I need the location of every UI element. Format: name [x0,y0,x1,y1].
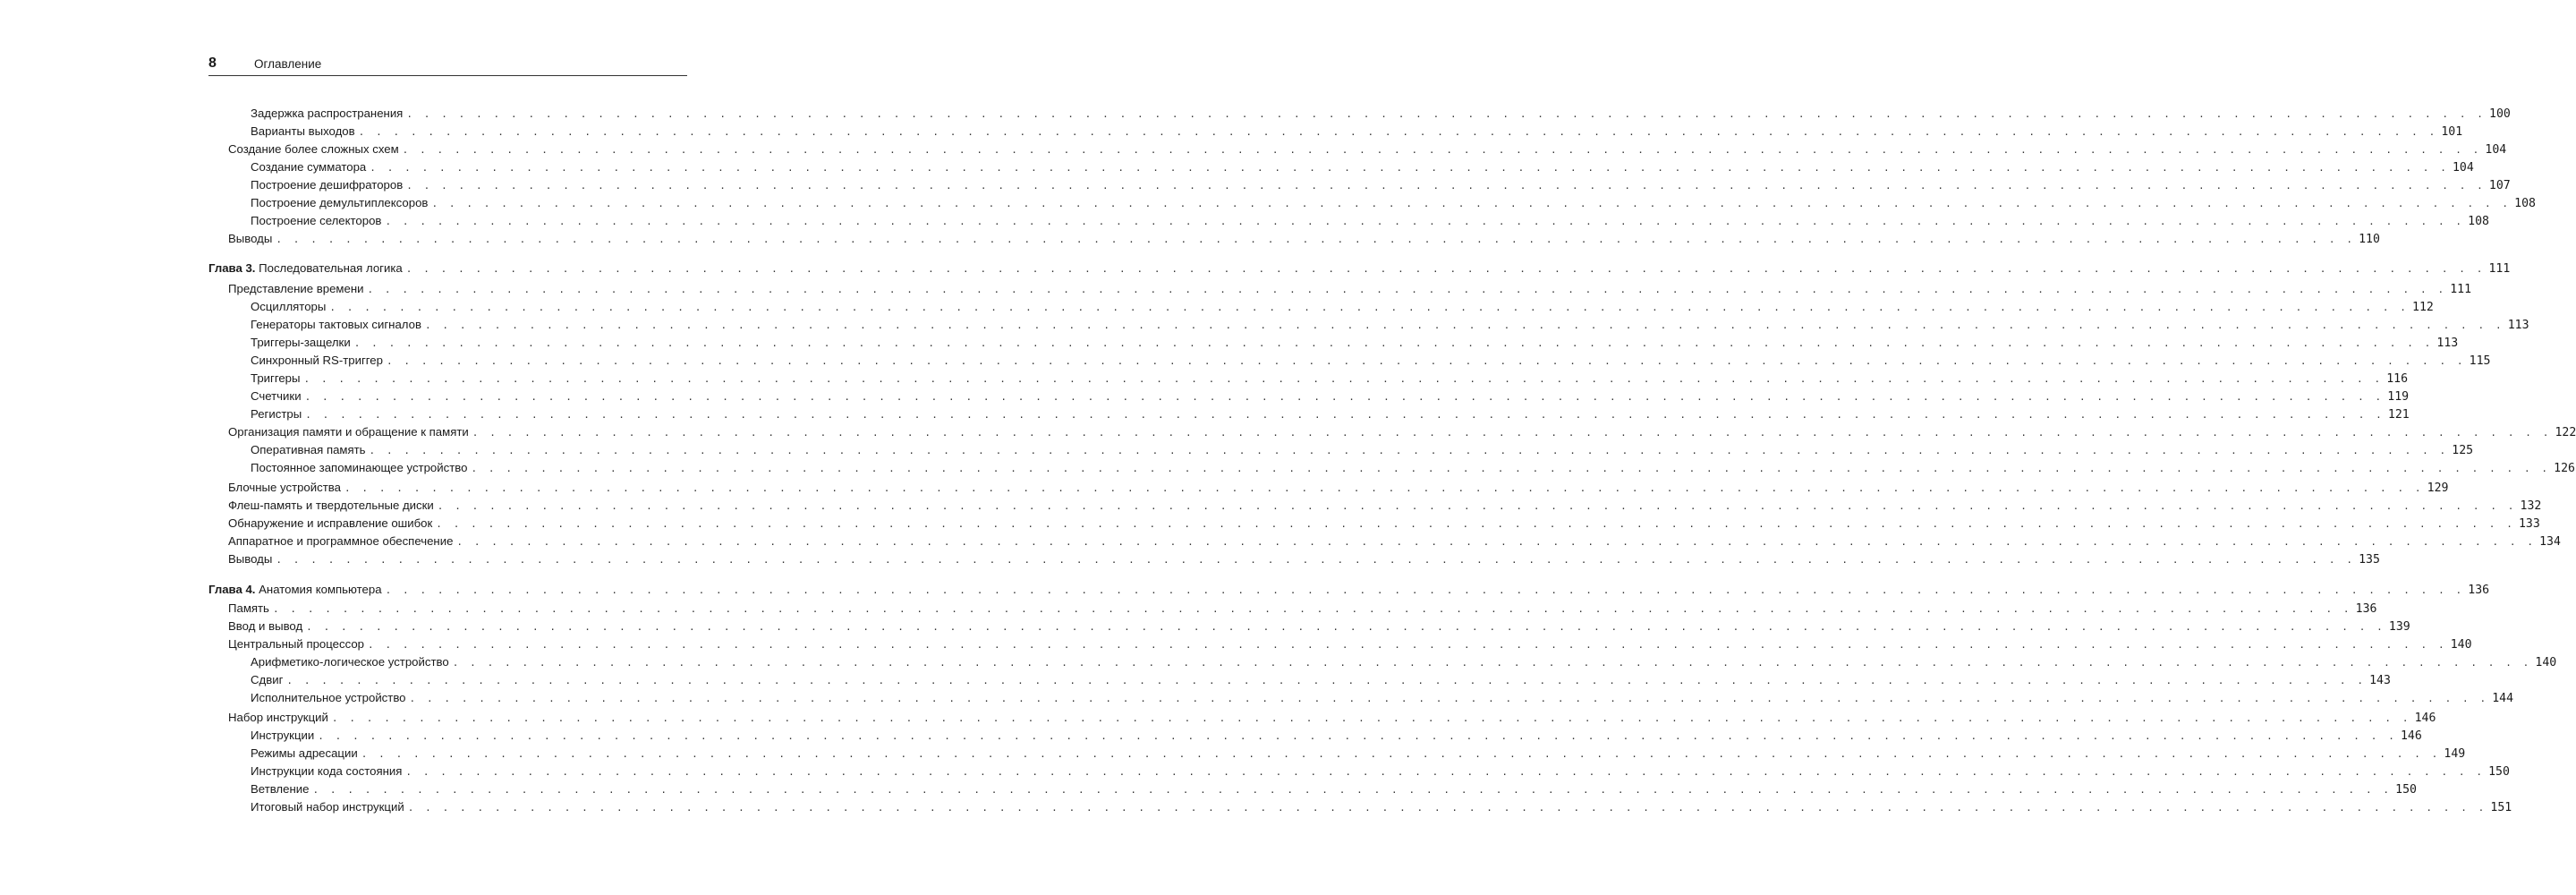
toc-entry-title [251,370,304,388]
toc-page-number: 110 [2359,233,2380,246]
toc-page-number: 132 [2520,499,2542,513]
page-number: 8 [208,55,217,71]
dot-leader: . . . . . . . . . . . . . . . . . . . . . . . . . . . . . . . . . . . . . . . . . . . . . . . . . . . . . . . . . . . . . . . . . . . . . . . . . . . . . . . . . . . . . . . . . . . . . . . . . . . . . . . . . . . . . . . . . . . . . . . . [431,198,2512,209]
dot-leader: . . . . . . . . . . . . . . . . . . . . . . . . . . . . . . . . . . . . . . . . . . . . . . . . . . . . . . . . . . . . . . . . . . . . . . . . . . . . . . . . . . . . . . . . . . . . . . . . . . . . . . . . . . . . . . . . . . . . . . . . [303,373,2384,385]
dot-leader: . . . . . . . . . . . . . . . . . . . . . . . . . . . . . . . . . . . . . . . . . . . . . . . . . . . . . . . . . . . . . . . . . . . . . . . . . . . . . . . . . . . . . . . . . . . . . . . . . . . . . . . . . . . . . . . . . . . . . . . . [276,554,2356,566]
toc-page-number: 121 [2387,408,2410,422]
toc-entry-text: Память [228,601,269,615]
toc-page-number: 104 [2485,143,2507,157]
toc-page-number: 151 [2490,801,2512,814]
dot-leader: . . . . . . . . . . . . . . . . . . . . . . . . . . . . . . . . . . . . . . . . . . . . . . . . . . . . . . . . . . . . . . . . . . . . . . . . . . . . . . . . . . . . . . . . . . . . . . . . . . . . . . . . . . . . . . . . . . . . . . . . [402,144,2482,156]
toc-page-number: 149 [2444,747,2466,761]
toc-entry-title [251,671,286,689]
toc-entry-title [228,497,438,515]
toc-entry [208,763,2510,780]
toc-entry-title [251,798,408,816]
dot-leader: . . . . . . . . . . . . . . . . . . . . . . . . . . . . . . . . . . . . . . . . . . . . . . . . . . . . . . . . . . . . . . . . . . . . . . . . . . . . . . . . . . . . . . . . . . . . . . . . . . . . . . . . . . . . . . . . . . . . . . . . [305,409,2385,421]
dot-leader: . . . . . . . . . . . . . . . . . . . . . . . . . . . . . . . . . . . . . . . . . . . . . . . . . . . . . . . . . . . . . . . . . . . . . . . . . . . . . . . . . . . . . . . . . . . . . . . . . . . . . . . . . . . . . . . . . . . . . . . . [370,162,2449,174]
toc-entry-title [251,405,305,423]
toc-chapter-entry [208,260,2511,277]
dot-leader: . . . . . . . . . . . . . . . . . . . . . . . . . . . . . . . . . . . . . . . . . . . . . . . . . . . . . . . . . . . . . . . . . . . . . . . . . . . . . . . . . . . . . . . . . . . . . . . . . . . . . . . . . . . . . . . . . . . . . . . . [405,263,2486,275]
toc-entry-title [251,176,406,194]
toc-entry [208,635,2472,653]
toc-entry [208,515,2540,533]
toc-page-number: 150 [2488,765,2510,779]
toc-entry [208,653,2557,671]
dot-leader: . . . . . . . . . . . . . . . . . . . . . . . . . . . . . . . . . . . . . . . . . . . . . . . . . . . . . . . . . . . . . . . . . . . . . . . . . . . . . . . . . . . . . . . . . . . . . . . . . . . . . . . . . . . . . . . . . . . . . . . . [437,500,2517,512]
chapter-label: Глава 3. [208,261,256,275]
toc-entry-text: Триггеры [251,371,301,385]
dot-leader: . . . . . . . . . . . . . . . . . . . . . . . . . . . . . . . . . . . . . . . . . . . . . . . . . . . . . . . . . . . . . . . . . . . . . . . . . . . . . . . . . . . . . . . . . . . . . . . . . . . . . . . . . . . . . . . . . . . . . . . . [312,784,2393,796]
toc-entry [208,176,2511,194]
toc-page-number: 111 [2450,283,2472,296]
toc-entry-text: Осцилляторы [251,300,327,313]
toc-entry [208,352,2491,370]
dot-leader: . . . . . . . . . . . . . . . . . . . . . . . . . . . . . . . . . . . . . . . . . . . . . . . . . . . . . . . . . . . . . . . . . . . . . . . . . . . . . . . . . . . . . . . . . . . . . . . . . . . . . . . . . . . . . . . . . . . . . . . . [409,693,2489,704]
toc-entry [208,600,2377,618]
toc-page-number: 146 [2414,712,2436,725]
toc-entry [208,618,2410,635]
toc-entry [208,405,2410,423]
toc-entry [208,230,2380,248]
toc-entry [208,298,2434,316]
toc-entry-text: Генераторы тактовых сигналов [251,318,421,331]
dot-leader: . . . . . . . . . . . . . . . . . . . . . . . . . . . . . . . . . . . . . . . . . . . . . . . . . . . . . . . . . . . . . . . . . . . . . . . . . . . . . . . . . . . . . . . . . . . . . . . . . . . . . . . . . . . . . . . . . . . . . . . . [385,216,2465,227]
toc-entry-title [228,709,332,727]
toc-entry-title [228,600,273,618]
dot-leader: . . . . . . . . . . . . . . . . . . . . . . . . . . . . . . . . . . . . . . . . . . . . . . . . . . . . . . . . . . . . . . . . . . . . . . . . . . . . . . . . . . . . . . . . . . . . . . . . . . . . . . . . . . . . . . . . . . . . . . . . [358,126,2438,138]
toc-entry-title [228,423,472,441]
toc-page-number: 108 [2514,197,2536,210]
toc-entry-title [228,550,276,568]
toc-entry-title [251,316,425,334]
toc-entry [208,388,2410,405]
toc-entry [208,689,2514,707]
toc-entry-text: Последовательная логика [259,261,403,275]
dot-leader: . . . . . . . . . . . . . . . . . . . . . . . . . . . . . . . . . . . . . . . . . . . . . . . . . . . . . . . . . . . . . . . . . . . . . . . . . . . . . . . . . . . . . . . . . . . . . . . . . . . . . . . . . . . . . . . . . . . . . . . . [472,427,2552,439]
toc-page-number: 112 [2412,301,2434,314]
toc-entry-text: Инструкции [251,729,315,742]
toc-page-number: 139 [2388,620,2410,634]
toc-entry-title [251,334,354,352]
toc-entry [208,158,2474,176]
dot-leader: . . . . . . . . . . . . . . . . . . . . . . . . . . . . . . . . . . . . . . . . . . . . . . . . . . . . . . . . . . . . . . . . . . . . . . . . . . . . . . . . . . . . . . . . . . . . . . . . . . . . . . . . . . . . . . . . . . . . . . . . [272,603,2352,615]
toc-entry-text: Триггеры-защелки [251,336,351,349]
dot-leader: . . . . . . . . . . . . . . . . . . . . . . . . . . . . . . . . . . . . . . . . . . . . . . . . . . . . . . . . . . . . . . . . . . . . . . . . . . . . . . . . . . . . . . . . . . . . . . . . . . . . . . . . . . . . . . . . . . . . . . . . [406,180,2486,192]
toc-entry-title [251,653,453,671]
toc-entry [208,423,2576,441]
dot-leader: . . . . . . . . . . . . . . . . . . . . . . . . . . . . . . . . . . . . . . . . . . . . . . . . . . . . . . . . . . . . . . . . . . . . . . . . . . . . . . . . . . . . . . . . . . . . . . . . . . . . . . . . . . . . . . . . . . . . . . . . [286,675,2367,686]
toc-entry-text: Флеш-память и твердотельные диски [228,499,434,512]
toc-page-number: 144 [2492,692,2514,705]
dot-leader: . . . . . . . . . . . . . . . . . . . . . . . . . . . . . . . . . . . . . . . . . . . . . . . . . . . . . . . . . . . . . . . . . . . . . . . . . . . . . . . . . . . . . . . . . . . . . . . . . . . . . . . . . . . . . . . . . . . . . . . . [369,445,2449,456]
toc-entry-title [251,780,312,798]
toc-entry-text: Постоянное запоминающее устройство [251,461,468,474]
table-of-contents [208,0,2576,895]
dot-leader: . . . . . . . . . . . . . . . . . . . . . . . . . . . . . . . . . . . . . . . . . . . . . . . . . . . . . . . . . . . . . . . . . . . . . . . . . . . . . . . . . . . . . . . . . . . . . . . . . . . . . . . . . . . . . . . . . . . . . . . . [385,584,2465,596]
toc-entry-title [251,727,318,745]
toc-entry [208,709,2436,727]
toc-page-number: 113 [2507,319,2529,332]
toc-entry [208,459,2575,477]
toc-entry-text: Выводы [228,232,273,245]
toc-entry-title [251,388,305,405]
toc-entry-text: Задержка распространения [251,107,404,120]
toc-entry-title [251,763,405,780]
toc-entry [208,212,2489,230]
toc-entry-text: Сдвиг [251,673,284,686]
toc-entry-text: Создание более сложных схем [228,142,399,156]
toc-entry [208,479,2449,497]
toc-page-number: 135 [2359,553,2380,567]
toc-page-number: 136 [2468,584,2490,597]
toc-entry-text: Исполнительное устройство [251,691,406,704]
toc-entry-text: Построение демультиплексоров [251,196,429,209]
toc-page-number: 115 [2469,354,2491,368]
toc-entry-text: Создание сумматора [251,160,367,174]
chapter-label: Глава 4. [208,583,256,596]
toc-entry-text: Построение дешифраторов [251,178,404,192]
dot-leader: . . . . . . . . . . . . . . . . . . . . . . . . . . . . . . . . . . . . . . . . . . . . . . . . . . . . . . . . . . . . . . . . . . . . . . . . . . . . . . . . . . . . . . . . . . . . . . . . . . . . . . . . . . . . . . . . . . . . . . . . [353,337,2434,349]
toc-page-number: 140 [2535,656,2557,669]
running-header-title: Оглавление [254,57,322,71]
toc-entry [208,727,2422,745]
toc-entry-text: Выводы [228,552,273,566]
dot-leader: . . . . . . . . . . . . . . . . . . . . . . . . . . . . . . . . . . . . . . . . . . . . . . . . . . . . . . . . . . . . . . . . . . . . . . . . . . . . . . . . . . . . . . . . . . . . . . . . . . . . . . . . . . . . . . . . . . . . . . . . [344,482,2424,494]
toc-page-number: 125 [2452,444,2474,457]
toc-entry [208,105,2511,123]
toc-page-number: 122 [2555,426,2576,439]
dot-leader: . . . . . . . . . . . . . . . . . . . . . . . . . . . . . . . . . . . . . . . . . . . . . . . . . . . . . . . . . . . . . . . . . . . . . . . . . . . . . . . . . . . . . . . . . . . . . . . . . . . . . . . . . . . . . . . . . . . . . . . . [361,748,2441,760]
toc-entry-title [228,280,367,298]
toc-entry-text: Счетчики [251,389,302,403]
toc-entry [208,798,2512,816]
toc-page-number: 111 [2488,262,2511,276]
toc-entry-text: Оперативная память [251,443,366,456]
toc-entry-text: Арифметико-логическое устройство [251,655,449,669]
toc-entry-title [251,745,361,763]
toc-entry [208,316,2529,334]
toc-entry-text: Блочные устройства [228,481,341,494]
dot-leader: . . . . . . . . . . . . . . . . . . . . . . . . . . . . . . . . . . . . . . . . . . . . . . . . . . . . . . . . . . . . . . . . . . . . . . . . . . . . . . . . . . . . . . . . . . . . . . . . . . . . . . . . . . . . . . . . . . . . . . . . [367,284,2447,295]
toc-entry [208,280,2472,298]
dot-leader: . . . . . . . . . . . . . . . . . . . . . . . . . . . . . . . . . . . . . . . . . . . . . . . . . . . . . . . . . . . . . . . . . . . . . . . . . . . . . . . . . . . . . . . . . . . . . . . . . . . . . . . . . . . . . . . . . . . . . . . . [452,657,2532,669]
toc-entry [208,780,2417,798]
toc-entry-title [228,479,344,497]
dot-leader: . . . . . . . . . . . . . . . . . . . . . . . . . . . . . . . . . . . . . . . . . . . . . . . . . . . . . . . . . . . . . . . . . . . . . . . . . . . . . . . . . . . . . . . . . . . . . . . . . . . . . . . . . . . . . . . . . . . . . . . . [471,463,2551,474]
toc-entry-title [251,105,406,123]
toc-entry-text: Итоговый набор инструкций [251,800,404,814]
toc-entry [208,123,2463,141]
toc-entry-title [208,260,406,277]
toc-entry [208,745,2466,763]
toc-entry-title [251,194,431,212]
toc-page-number: 113 [2436,337,2459,350]
toc-entry-text: Анатомия компьютера [259,583,382,596]
toc-page-number: 104 [2452,161,2474,175]
toc-entry-text: Инструкции кода состояния [251,764,403,778]
toc-page-number: 150 [2395,783,2417,797]
toc-page-number: 140 [2450,638,2472,652]
toc-entry [208,497,2542,515]
toc-entry-text: Организация памяти и обращение к памяти [228,425,469,439]
dot-leader: . . . . . . . . . . . . . . . . . . . . . . . . . . . . . . . . . . . . . . . . . . . . . . . . . . . . . . . . . . . . . . . . . . . . . . . . . . . . . . . . . . . . . . . . . . . . . . . . . . . . . . . . . . . . . . . . . . . . . . . . [405,766,2486,778]
toc-entry-title [251,212,385,230]
toc-entry [208,141,2507,158]
dot-leader: . . . . . . . . . . . . . . . . . . . . . . . . . . . . . . . . . . . . . . . . . . . . . . . . . . . . . . . . . . . . . . . . . . . . . . . . . . . . . . . . . . . . . . . . . . . . . . . . . . . . . . . . . . . . . . . . . . . . . . . . [407,802,2487,814]
toc-page-number: 143 [2369,674,2391,687]
dot-leader: . . . . . . . . . . . . . . . . . . . . . . . . . . . . . . . . . . . . . . . . . . . . . . . . . . . . . . . . . . . . . . . . . . . . . . . . . . . . . . . . . . . . . . . . . . . . . . . . . . . . . . . . . . . . . . . . . . . . . . . . [276,234,2356,245]
toc-entry-text: Аппаратное и программное обеспечение [228,534,454,548]
dot-leader: . . . . . . . . . . . . . . . . . . . . . . . . . . . . . . . . . . . . . . . . . . . . . . . . . . . . . . . . . . . . . . . . . . . . . . . . . . . . . . . . . . . . . . . . . . . . . . . . . . . . . . . . . . . . . . . . . . . . . . . . [306,621,2385,633]
toc-entry-title [251,459,471,477]
toc-entry-text: Режимы адресации [251,746,358,760]
toc-page-number: 146 [2400,729,2422,743]
toc-entry [208,370,2409,388]
toc-entry-title [228,141,403,158]
toc-entry-text: Синхронный RS-триггер [251,354,383,367]
toc-entry [208,334,2459,352]
toc-entry-title [251,158,370,176]
toc-chapter-entry [208,581,2490,599]
toc-entry-text: Центральный процессор [228,637,364,651]
toc-entry-title [251,123,359,141]
dot-leader: . . . . . . . . . . . . . . . . . . . . . . . . . . . . . . . . . . . . . . . . . . . . . . . . . . . . . . . . . . . . . . . . . . . . . . . . . . . . . . . . . . . . . . . . . . . . . . . . . . . . . . . . . . . . . . . . . . . . . . . . [406,108,2487,120]
dot-leader: . . . . . . . . . . . . . . . . . . . . . . . . . . . . . . . . . . . . . . . . . . . . . . . . . . . . . . . . . . . . . . . . . . . . . . . . . . . . . . . . . . . . . . . . . . . . . . . . . . . . . . . . . . . . . . . . . . . . . . . . [304,391,2385,403]
dot-leader: . . . . . . . . . . . . . . . . . . . . . . . . . . . . . . . . . . . . . . . . . . . . . . . . . . . . . . . . . . . . . . . . . . . . . . . . . . . . . . . . . . . . . . . . . . . . . . . . . . . . . . . . . . . . . . . . . . . . . . . . [456,536,2537,548]
toc-page-number: 129 [2427,482,2449,495]
dot-leader: . . . . . . . . . . . . . . . . . . . . . . . . . . . . . . . . . . . . . . . . . . . . . . . . . . . . . . . . . . . . . . . . . . . . . . . . . . . . . . . . . . . . . . . . . . . . . . . . . . . . . . . . . . . . . . . . . . . . . . . . [329,302,2410,313]
toc-entry [208,550,2380,568]
toc-entry-text: Набор инструкций [228,711,328,724]
dot-leader: . . . . . . . . . . . . . . . . . . . . . . . . . . . . . . . . . . . . . . . . . . . . . . . . . . . . . . . . . . . . . . . . . . . . . . . . . . . . . . . . . . . . . . . . . . . . . . . . . . . . . . . . . . . . . . . . . . . . . . . . [368,639,2447,651]
toc-page-number: 136 [2355,602,2377,616]
toc-entry-text: Построение селекторов [251,214,382,227]
toc-page-number: 108 [2468,215,2489,228]
toc-entry-title [251,441,370,459]
toc-entry-title [228,533,456,550]
toc-entry [208,194,2536,212]
toc-entry-title [228,515,436,533]
toc-page-number: 101 [2441,125,2463,139]
toc-entry [208,671,2391,689]
toc-page-number: 119 [2387,390,2410,404]
toc-entry-text: Представление времени [228,282,364,295]
toc-entry-text: Обнаружение и исправление ошибок [228,516,433,530]
toc-entry-title [208,581,386,599]
toc-page-number: 133 [2518,517,2540,531]
toc-page-number: 100 [2489,107,2511,121]
dot-leader: . . . . . . . . . . . . . . . . . . . . . . . . . . . . . . . . . . . . . . . . . . . . . . . . . . . . . . . . . . . . . . . . . . . . . . . . . . . . . . . . . . . . . . . . . . . . . . . . . . . . . . . . . . . . . . . . . . . . . . . . [436,518,2515,530]
toc-entry-title [228,230,276,248]
toc-entry-text: Варианты выходов [251,124,355,138]
toc-entry-title [251,298,329,316]
toc-page-number: 126 [2554,462,2575,475]
toc-page-number: 116 [2386,372,2409,386]
toc-entry-text: Ветвление [251,782,310,796]
toc-entry-title [251,689,410,707]
dot-leader: . . . . . . . . . . . . . . . . . . . . . . . . . . . . . . . . . . . . . . . . . . . . . . . . . . . . . . . . . . . . . . . . . . . . . . . . . . . . . . . . . . . . . . . . . . . . . . . . . . . . . . . . . . . . . . . . . . . . . . . . [318,730,2397,742]
toc-entry-title [251,352,387,370]
toc-entry-title [228,635,368,653]
toc-entry-text: Ввод и вывод [228,619,303,633]
toc-entry-title [228,618,306,635]
dot-leader: . . . . . . . . . . . . . . . . . . . . . . . . . . . . . . . . . . . . . . . . . . . . . . . . . . . . . . . . . . . . . . . . . . . . . . . . . . . . . . . . . . . . . . . . . . . . . . . . . . . . . . . . . . . . . . . . . . . . . . . . [331,712,2411,724]
toc-page-number: 107 [2488,179,2511,192]
toc-entry [208,533,2561,550]
dot-leader: . . . . . . . . . . . . . . . . . . . . . . . . . . . . . . . . . . . . . . . . . . . . . . . . . . . . . . . . . . . . . . . . . . . . . . . . . . . . . . . . . . . . . . . . . . . . . . . . . . . . . . . . . . . . . . . . . . . . . . . . [424,320,2504,331]
toc-page-number: 134 [2539,535,2561,549]
toc-entry [208,441,2474,459]
dot-leader: . . . . . . . . . . . . . . . . . . . . . . . . . . . . . . . . . . . . . . . . . . . . . . . . . . . . . . . . . . . . . . . . . . . . . . . . . . . . . . . . . . . . . . . . . . . . . . . . . . . . . . . . . . . . . . . . . . . . . . . . [386,355,2466,367]
toc-entry-text: Регистры [251,407,302,421]
